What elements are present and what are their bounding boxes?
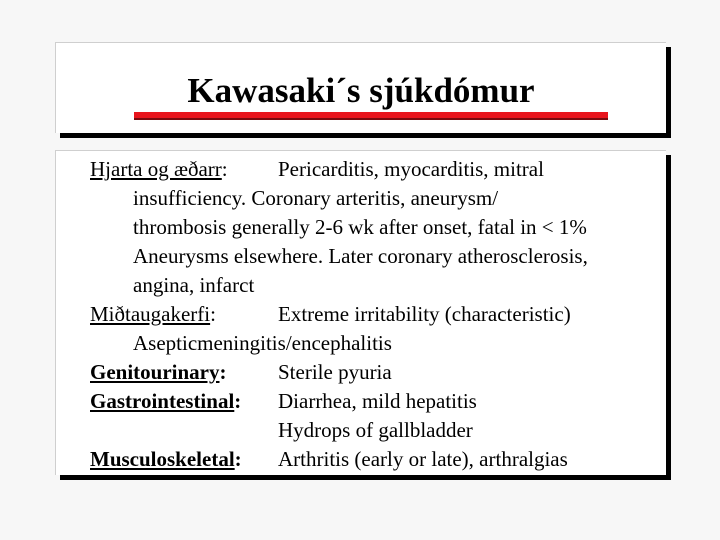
cns-entry-line-1 xyxy=(90,300,216,329)
slide-title: Kawasaki´s sjúkdómur xyxy=(187,71,535,110)
genitourinary-entry xyxy=(90,358,227,387)
heart-description-line-2: insufficiency. Coronary arteritis, aneurysm/ xyxy=(133,186,499,210)
content-box xyxy=(55,150,666,475)
heart-entry-line-1 xyxy=(90,155,228,184)
musculoskeletal-term-colon: : xyxy=(234,447,242,471)
gastrointestinal-description-line-1: Diarrhea, mild hepatitis xyxy=(278,389,477,413)
cns-description-line-1: Extreme irritability (characteristic) xyxy=(278,302,571,326)
musculoskeletal-term: Musculoskeletal xyxy=(90,447,235,471)
genitourinary-term-colon: : xyxy=(219,360,227,384)
heart-description-line-1: Pericarditis, myocarditis, mitral xyxy=(278,157,544,181)
genitourinary-description: Sterile pyuria xyxy=(278,360,392,384)
gastrointestinal-entry xyxy=(90,387,241,416)
genitourinary-term: Genitourinary xyxy=(90,360,220,384)
title-box xyxy=(55,42,666,133)
cns-description-line-2: Asepticmeningitis/encephalitis xyxy=(133,331,392,355)
musculoskeletal-description: Arthritis (early or late), arthralgias xyxy=(278,447,568,471)
cns-term-colon: : xyxy=(210,302,216,326)
gastrointestinal-term: Gastrointestinal xyxy=(90,389,235,413)
title-underline-rule xyxy=(134,112,608,118)
gastrointestinal-term-colon: : xyxy=(234,389,242,413)
heart-description-line-4: Aneurysms elsewhere. Later coronary atherosclerosis, xyxy=(133,244,588,268)
gastrointestinal-description-line-2: Hydrops of gallbladder xyxy=(278,418,473,442)
heart-term-colon: : xyxy=(221,157,228,181)
heart-description-line-5: angina, infarct xyxy=(133,273,255,297)
cns-term: Miðtaugakerfi xyxy=(90,302,211,326)
heart-term: Hjarta og æðarr xyxy=(90,157,222,181)
musculoskeletal-entry xyxy=(90,445,242,474)
heart-description-line-3: thrombosis generally 2-6 wk after onset, fatal in < 1% xyxy=(133,215,587,239)
